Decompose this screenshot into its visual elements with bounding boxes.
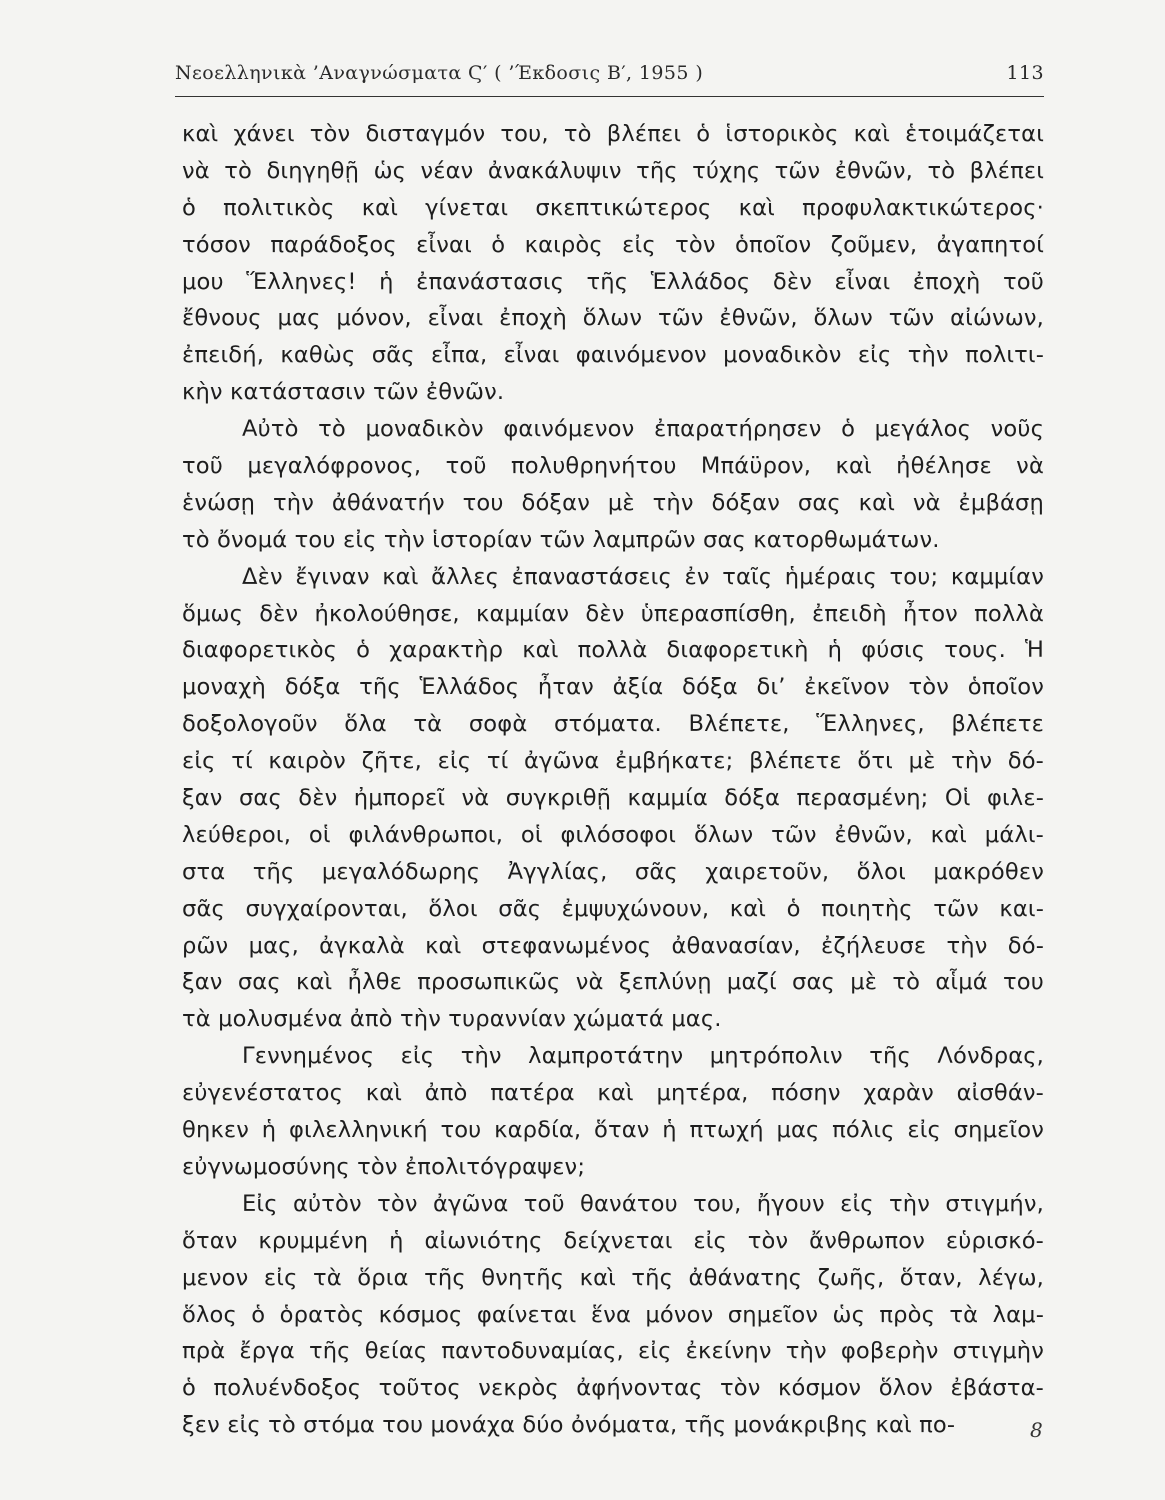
text-line: Εἰς αὐτὸν τὸν ἀγῶνα τοῦ θανάτου του, ἤγουν εἰς τὴν στιγμήν, xyxy=(242,1190,1044,1217)
text-line: ἐπειδή, καθὼς σᾶς εἶπα, εἶναι φαινόμενον μοναδικὸν εἰς τὴν πολιτι- xyxy=(182,342,1044,369)
text-line: Αὐτὸ τὸ μοναδικὸν φαινόμενον ἐπαρατήρησεν ὁ μεγάλος νοῦς xyxy=(242,416,1044,443)
text-line: νὰ τὸ διηγηθῇ ὡς νέαν ἀνακάλυψιν τῆς τύχης τῶν ἐθνῶν, τὸ βλέπει xyxy=(182,157,1044,184)
running-head-title: Νεοελληνικὰ ’Αναγνώσματα Ϛ′ ( ’Έκδοσις Β′, 1955 ) xyxy=(175,62,704,84)
body-text xyxy=(182,116,1044,1444)
text-line: ξαν σας δὲν ἠμπορεῖ νὰ συγκριθῇ καμμία δόξα περασμένη; Οἱ φιλε- xyxy=(182,785,1044,812)
header-rule xyxy=(175,96,1044,97)
text-line: δοξολογοῦν ὅλα τὰ σοφὰ στόματα. Βλέπετε, Ἕλληνες, βλέπετε xyxy=(182,711,1044,738)
text-line: εἰς τί καιρὸν ζῆτε, εἰς τί ἀγῶνα ἐμβήκατε; βλέπετε ὅτι μὲ τὴν δό- xyxy=(182,748,1044,775)
text-line: Γεννημένος εἰς τὴν λαμπροτάτην μητρόπολιν τῆς Λόνδρας, xyxy=(242,1043,1044,1070)
text-line: διαφορετικὸς ὁ χαρακτὴρ καὶ πολλὰ διαφορετικὴ ἡ φύσις τους. Ἡ xyxy=(182,637,1044,664)
text-line: πρὰ ἔργα τῆς θείας παντοδυναμίας, εἰς ἐκείνην τὴν φοβερὴν στιγμὴν xyxy=(182,1338,1044,1365)
page-number: 113 xyxy=(1006,62,1044,84)
text-line: θηκεν ἡ φιλελληνική του καρδία, ὅταν ἡ πτωχή μας πόλις εἰς σημεῖον xyxy=(182,1117,1044,1144)
text-line: μενον εἰς τὰ ὅρια τῆς θνητῆς καὶ τῆς ἀθάνατης ζωῆς, ὅταν, λέγω, xyxy=(182,1264,1044,1291)
text-line: Δὲν ἔγιναν καὶ ἄλλες ἐπαναστάσεις ἐν ταῖς ἡμέραις του; καμμίαν xyxy=(242,563,1044,590)
text-line: καὶ χάνει τὸν δισταγμόν του, τὸ βλέπει ὁ ἱστορικὸς καὶ ἑτοιμάζεται xyxy=(182,121,1044,147)
text-line: στα τῆς μεγαλόδωρης Ἀγγλίας, σᾶς χαιρετοῦν, ὅλοι μακρόθεν xyxy=(182,858,1044,885)
text-line: σᾶς συγχαίρονται, ὅλοι σᾶς ἐμψυχώνουν, καὶ ὁ ποιητὴς τῶν και- xyxy=(182,895,1044,922)
text-line: ὁ πολυένδοξος τοῦτος νεκρὸς ἀφήνοντας τὸν κόσμον ὅλον ἐβάστα- xyxy=(182,1375,1044,1402)
text-line: ρῶν μας, ἀγκαλὰ καὶ στεφανωμένος ἀθανασίαν, ἐζήλευσε τὴν δό- xyxy=(182,932,1044,959)
text-line: ξεν εἰς τὸ στόμα του μονάχα δύο ὀνόματα, τῆς μονάκριβης καὶ πο- xyxy=(182,1412,956,1439)
text-line: ὅλος ὁ ὁρατὸς κόσμος φαίνεται ἕνα μόνον σημεῖον ὡς πρὸς τὰ λαμ- xyxy=(182,1301,1044,1328)
running-head xyxy=(175,62,1044,92)
text-line: λεύθεροι, οἱ φιλάνθρωποι, οἱ φιλόσοφοι ὅλων τῶν ἐθνῶν, καὶ μάλι- xyxy=(182,821,1044,848)
text-line: ξαν σας καὶ ἦλθε προσωπικῶς νὰ ξεπλύνῃ μαζί σας μὲ τὸ αἷμά του xyxy=(182,969,1044,996)
text-line: ὁ πολιτικὸς καὶ γίνεται σκεπτικώτερος καὶ προφυλακτικώτερος· xyxy=(182,194,1044,221)
text-line: μοναχὴ δόξα τῆς Ἑλλάδος ἦταν ἀξία δόξα δι’ ἐκεῖνον τὸν ὁποῖον xyxy=(182,674,1044,701)
text-line: κὴν κατάστασιν τῶν ἐθνῶν. xyxy=(182,379,505,406)
text-line: ὅμως δὲν ἠκολούθησε, καμμίαν δὲν ὑπερασπίσθη, ἐπειδὴ ἦτον πολλὰ xyxy=(182,600,1044,627)
signature-mark: 8 xyxy=(1030,1418,1043,1442)
text-line: εὐγνωμοσύνης τὸν ἐπολιτόγραψεν; xyxy=(182,1153,586,1180)
text-line: ὅταν κρυμμένη ἡ αἰωνιότης δείχνεται εἰς τὸν ἄνθρωπον εὑρισκό- xyxy=(182,1227,1044,1254)
text-line: μου Ἕλληνες! ἡ ἐπανάστασις τῆς Ἑλλάδος δὲν εἶναι ἐποχὴ τοῦ xyxy=(182,268,1044,295)
text-line: ἑνώσῃ τὴν ἀθάνατήν του δόξαν μὲ τὴν δόξαν σας καὶ νὰ ἐμβάσῃ xyxy=(182,489,1044,516)
text-line: τόσον παράδοξος εἶναι ὁ καιρὸς εἰς τὸν ὁποῖον ζοῦμεν, ἀγαπητοί xyxy=(182,231,1044,258)
text-line: εὐγενέστατος καὶ ἀπὸ πατέρα καὶ μητέρα, πόσην χαρὰν αἰσθάν- xyxy=(182,1080,1044,1107)
text-line: τὸ ὄνομά του εἰς τὴν ἱστορίαν τῶν λαμπρῶν σας κατορθωμάτων. xyxy=(182,526,940,553)
text-line: τοῦ μεγαλόφρονος, τοῦ πολυθρηνήτου Μπάϋρον, καὶ ἠθέλησε νὰ xyxy=(182,453,1044,480)
text-line: τὰ μολυσμένα ἀπὸ τὴν τυραννίαν χώματά μας. xyxy=(182,1006,722,1033)
text-line: ἔθνους μας μόνον, εἶναι ἐποχὴ ὅλων τῶν ἐθνῶν, ὅλων τῶν αἰώνων, xyxy=(182,305,1044,332)
